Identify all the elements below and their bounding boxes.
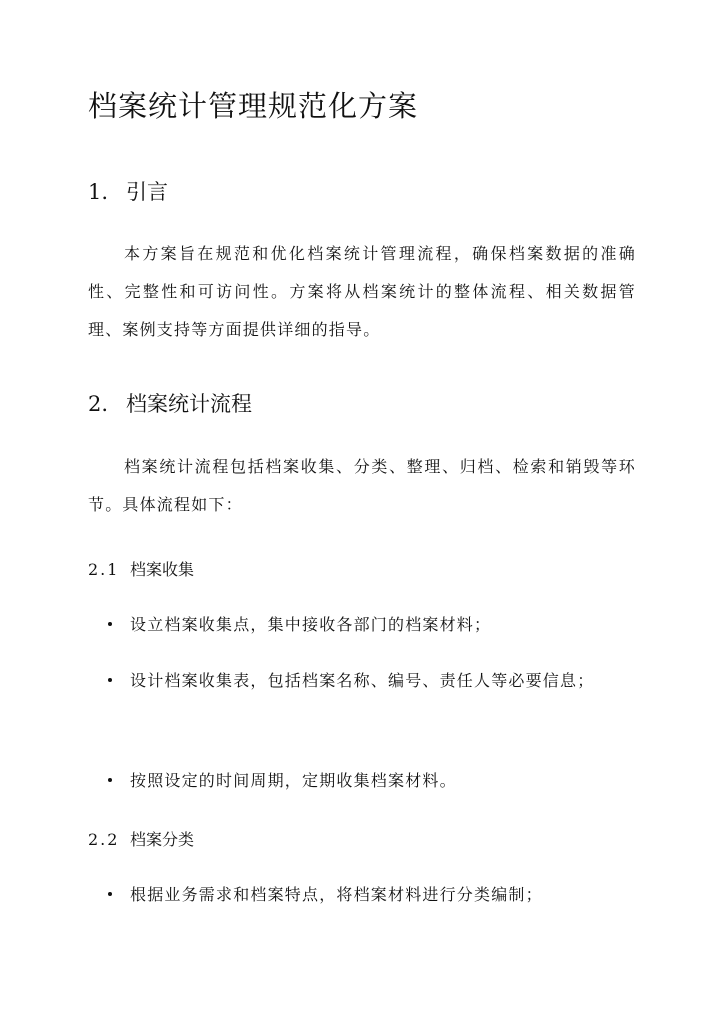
subsection-title: 档案收集 xyxy=(130,560,195,579)
section-title: 档案统计流程 xyxy=(126,392,252,416)
list-item-text: 按照设定的时间周期，定期收集档案材料。 xyxy=(130,771,457,790)
bullet-icon xyxy=(108,622,112,626)
subsection-title: 档案分类 xyxy=(130,830,195,849)
list-item-text: 根据业务需求和档案特点，将档案材料进行分类编制； xyxy=(130,885,543,904)
list-item-text: 设立档案收集点，集中接收各部门的档案材料； xyxy=(130,615,492,634)
section-paragraph-introduction: 本方案旨在规范和优化档案统计管理流程，确保档案数据的准确性、完整性和可访问性。方案将从档案统计的整体流程、相关数据管理、案例支持等方面提供详细的指导。 xyxy=(88,244,636,339)
subsection-number: 2.2 xyxy=(88,830,120,849)
subsection-heading-archive-classification xyxy=(88,827,194,850)
subsection-number: 2.1 xyxy=(88,560,120,579)
section-number: 1. xyxy=(88,180,109,204)
list-item xyxy=(108,656,628,706)
section-paragraph-archive-process: 档案统计流程包括档案收集、分类、整理、归档、检索和销毁等环节。具体流程如下： xyxy=(88,457,636,514)
section-number: 2. xyxy=(88,392,109,416)
section-heading-archive-process xyxy=(88,388,252,418)
list-item-text: 设计档案收集表，包括档案名称、编号、责任人等必要信息； xyxy=(130,671,595,690)
section-heading-introduction xyxy=(88,176,168,206)
document-title: 档案统计管理规范化方案 xyxy=(88,89,419,123)
section-title: 引言 xyxy=(126,180,168,204)
subsection-heading-archive-collection xyxy=(88,557,194,580)
list-item xyxy=(108,870,628,920)
list-item xyxy=(108,756,628,806)
bullet-icon xyxy=(108,892,112,896)
bullet-icon xyxy=(108,778,112,782)
list-item xyxy=(108,600,628,650)
bullet-icon xyxy=(108,678,112,682)
